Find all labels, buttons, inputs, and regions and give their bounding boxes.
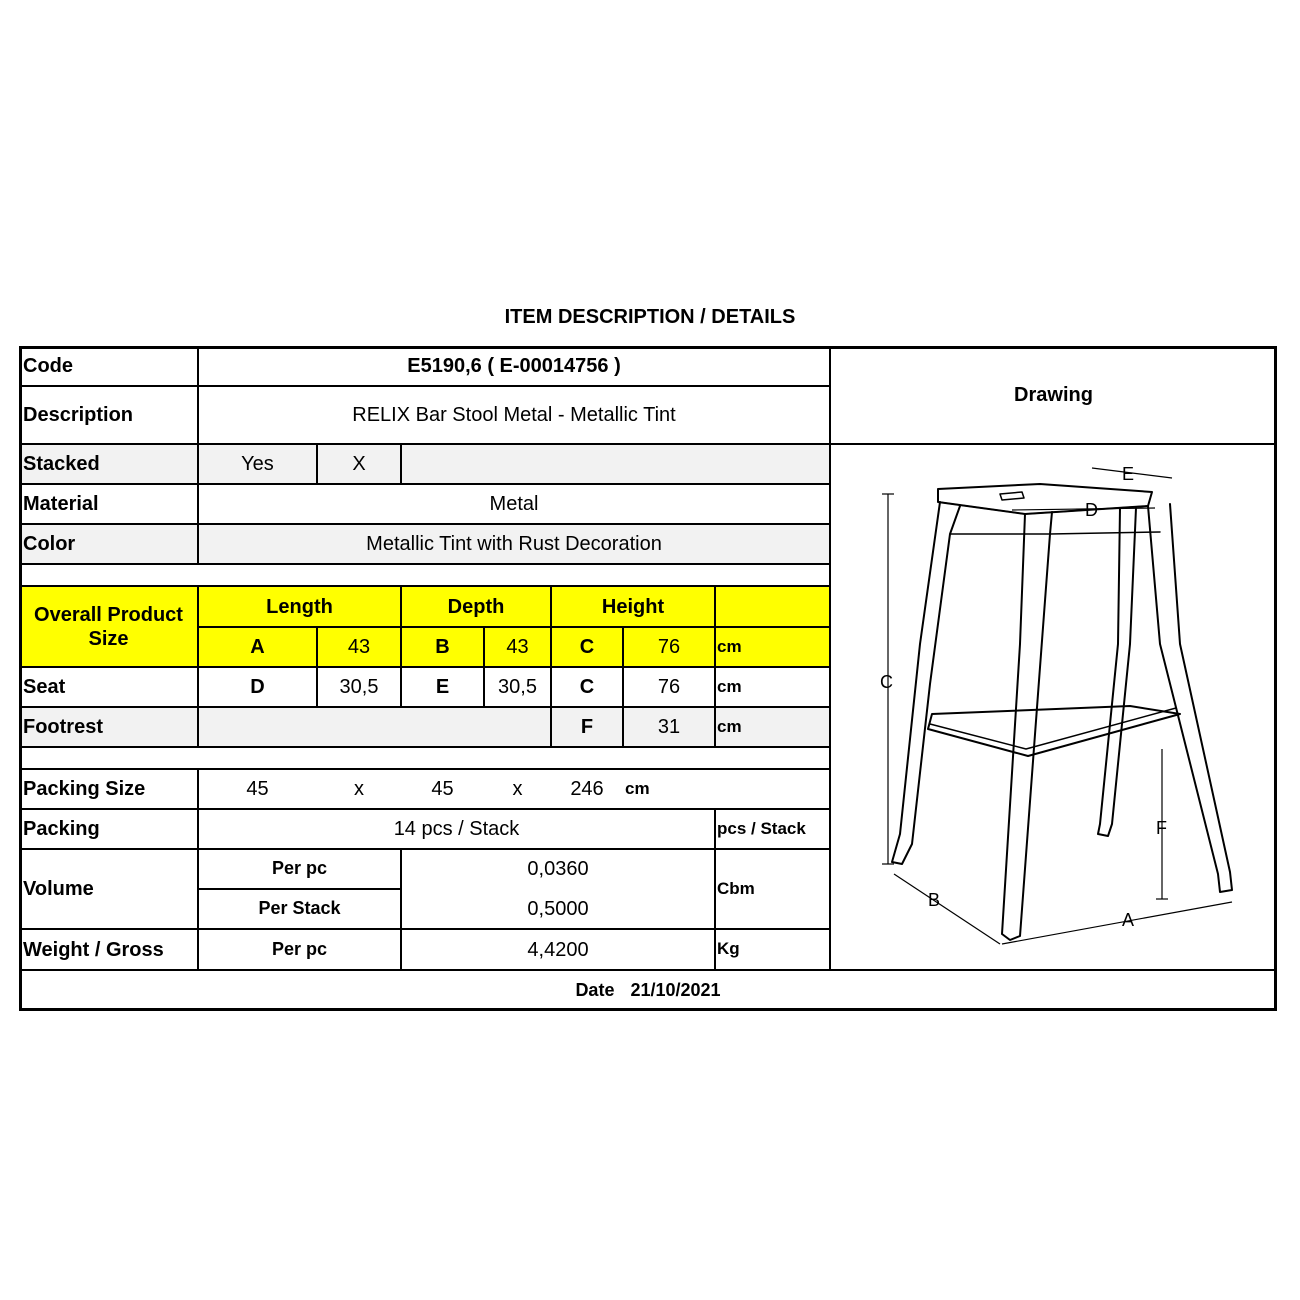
leg-front-right	[1002, 512, 1052, 940]
packing-size-x2: x	[512, 778, 523, 800]
overall-b: B	[401, 627, 484, 667]
seat-e: E	[435, 676, 450, 698]
leg-front-left	[892, 502, 960, 864]
weight-value: 4,4200	[527, 938, 589, 961]
volume-per-pc: Per pc	[271, 858, 328, 879]
page-title: ITEM DESCRIPTION / DETAILS	[504, 306, 796, 328]
packing-unit: pcs / Stack	[717, 818, 806, 838]
packing-size-v3: 246	[570, 778, 604, 800]
packing-size-label: Packing Size	[23, 778, 146, 800]
volume-label: Volume	[23, 878, 94, 900]
footrest-f-value: 31	[623, 707, 715, 747]
packing-size-v2: 45	[431, 778, 454, 800]
overall-size-label: Overall Product Size	[19, 586, 198, 667]
description-label: Description	[23, 404, 134, 426]
code-label: Code	[23, 355, 73, 377]
material-value: Metal	[489, 493, 539, 515]
overall-c-value: 76	[623, 627, 715, 667]
dim-label-b: B	[928, 890, 941, 910]
color-value: Metallic Tint with Rust Decoration	[198, 524, 830, 564]
material-label: Material	[23, 493, 99, 515]
length-header: Length	[198, 586, 401, 627]
height-header: Height	[551, 586, 715, 627]
weight-per-pc: Per pc	[271, 938, 328, 959]
packing-size-x1: x	[354, 778, 364, 800]
footrest-bars	[928, 706, 1180, 756]
stacked-yes: Yes	[198, 444, 317, 484]
color-label: Color	[19, 524, 198, 564]
date-label: Date	[575, 979, 615, 1000]
volume-unit: Cbm	[717, 878, 755, 898]
seat-e-value: 30,5	[498, 676, 537, 698]
footrest-f: F	[551, 707, 623, 747]
seat-c-value: 76	[657, 676, 681, 698]
stacked-mark: X	[317, 444, 401, 484]
date-value: 21/10/2021	[630, 979, 721, 1000]
overall-c: C	[551, 627, 623, 667]
overall-b-value: 43	[484, 627, 551, 667]
footrest-label: Footrest	[19, 707, 198, 747]
seat-d: D	[250, 676, 265, 698]
packing-label: Packing	[23, 818, 100, 840]
depth-header: Depth	[401, 586, 551, 627]
weight-unit: Kg	[717, 939, 740, 959]
volume-per-stack-value: 0,5000	[527, 898, 589, 920]
footrest-unit: cm	[715, 707, 830, 747]
packing-size-unit: cm	[625, 778, 650, 798]
seat-unit: cm	[717, 676, 742, 696]
seat-d-value: 30,5	[339, 676, 379, 698]
seat-label: Seat	[23, 676, 66, 698]
volume-per-stack: Per Stack	[258, 898, 341, 919]
stacked-label: Stacked	[19, 444, 198, 484]
overall-a: A	[198, 627, 317, 667]
overall-a-value: 43	[317, 627, 401, 667]
volume-per-pc-value: 0,0360	[527, 858, 589, 880]
overall-unit: cm	[715, 627, 830, 667]
dim-label-c: C	[880, 672, 893, 692]
stool-drawing	[830, 444, 1277, 970]
dim-label-f: F	[1156, 818, 1167, 838]
packing-value: 14 pcs / Stack	[393, 818, 520, 840]
weight-label: Weight / Gross	[23, 938, 164, 961]
dim-label-e: E	[1122, 464, 1135, 484]
dim-label-a: A	[1122, 910, 1135, 930]
packing-size-v1: 45	[246, 778, 269, 800]
leg-back-middle	[1098, 508, 1136, 836]
description-value: RELIX Bar Stool Metal - Metallic Tint	[352, 404, 676, 426]
seat-c: C	[579, 676, 595, 698]
drawing-header: Drawing	[1014, 384, 1093, 406]
dim-label-d: D	[1085, 500, 1098, 520]
code-value: E5190,6 ( E-00014756 )	[407, 355, 621, 377]
